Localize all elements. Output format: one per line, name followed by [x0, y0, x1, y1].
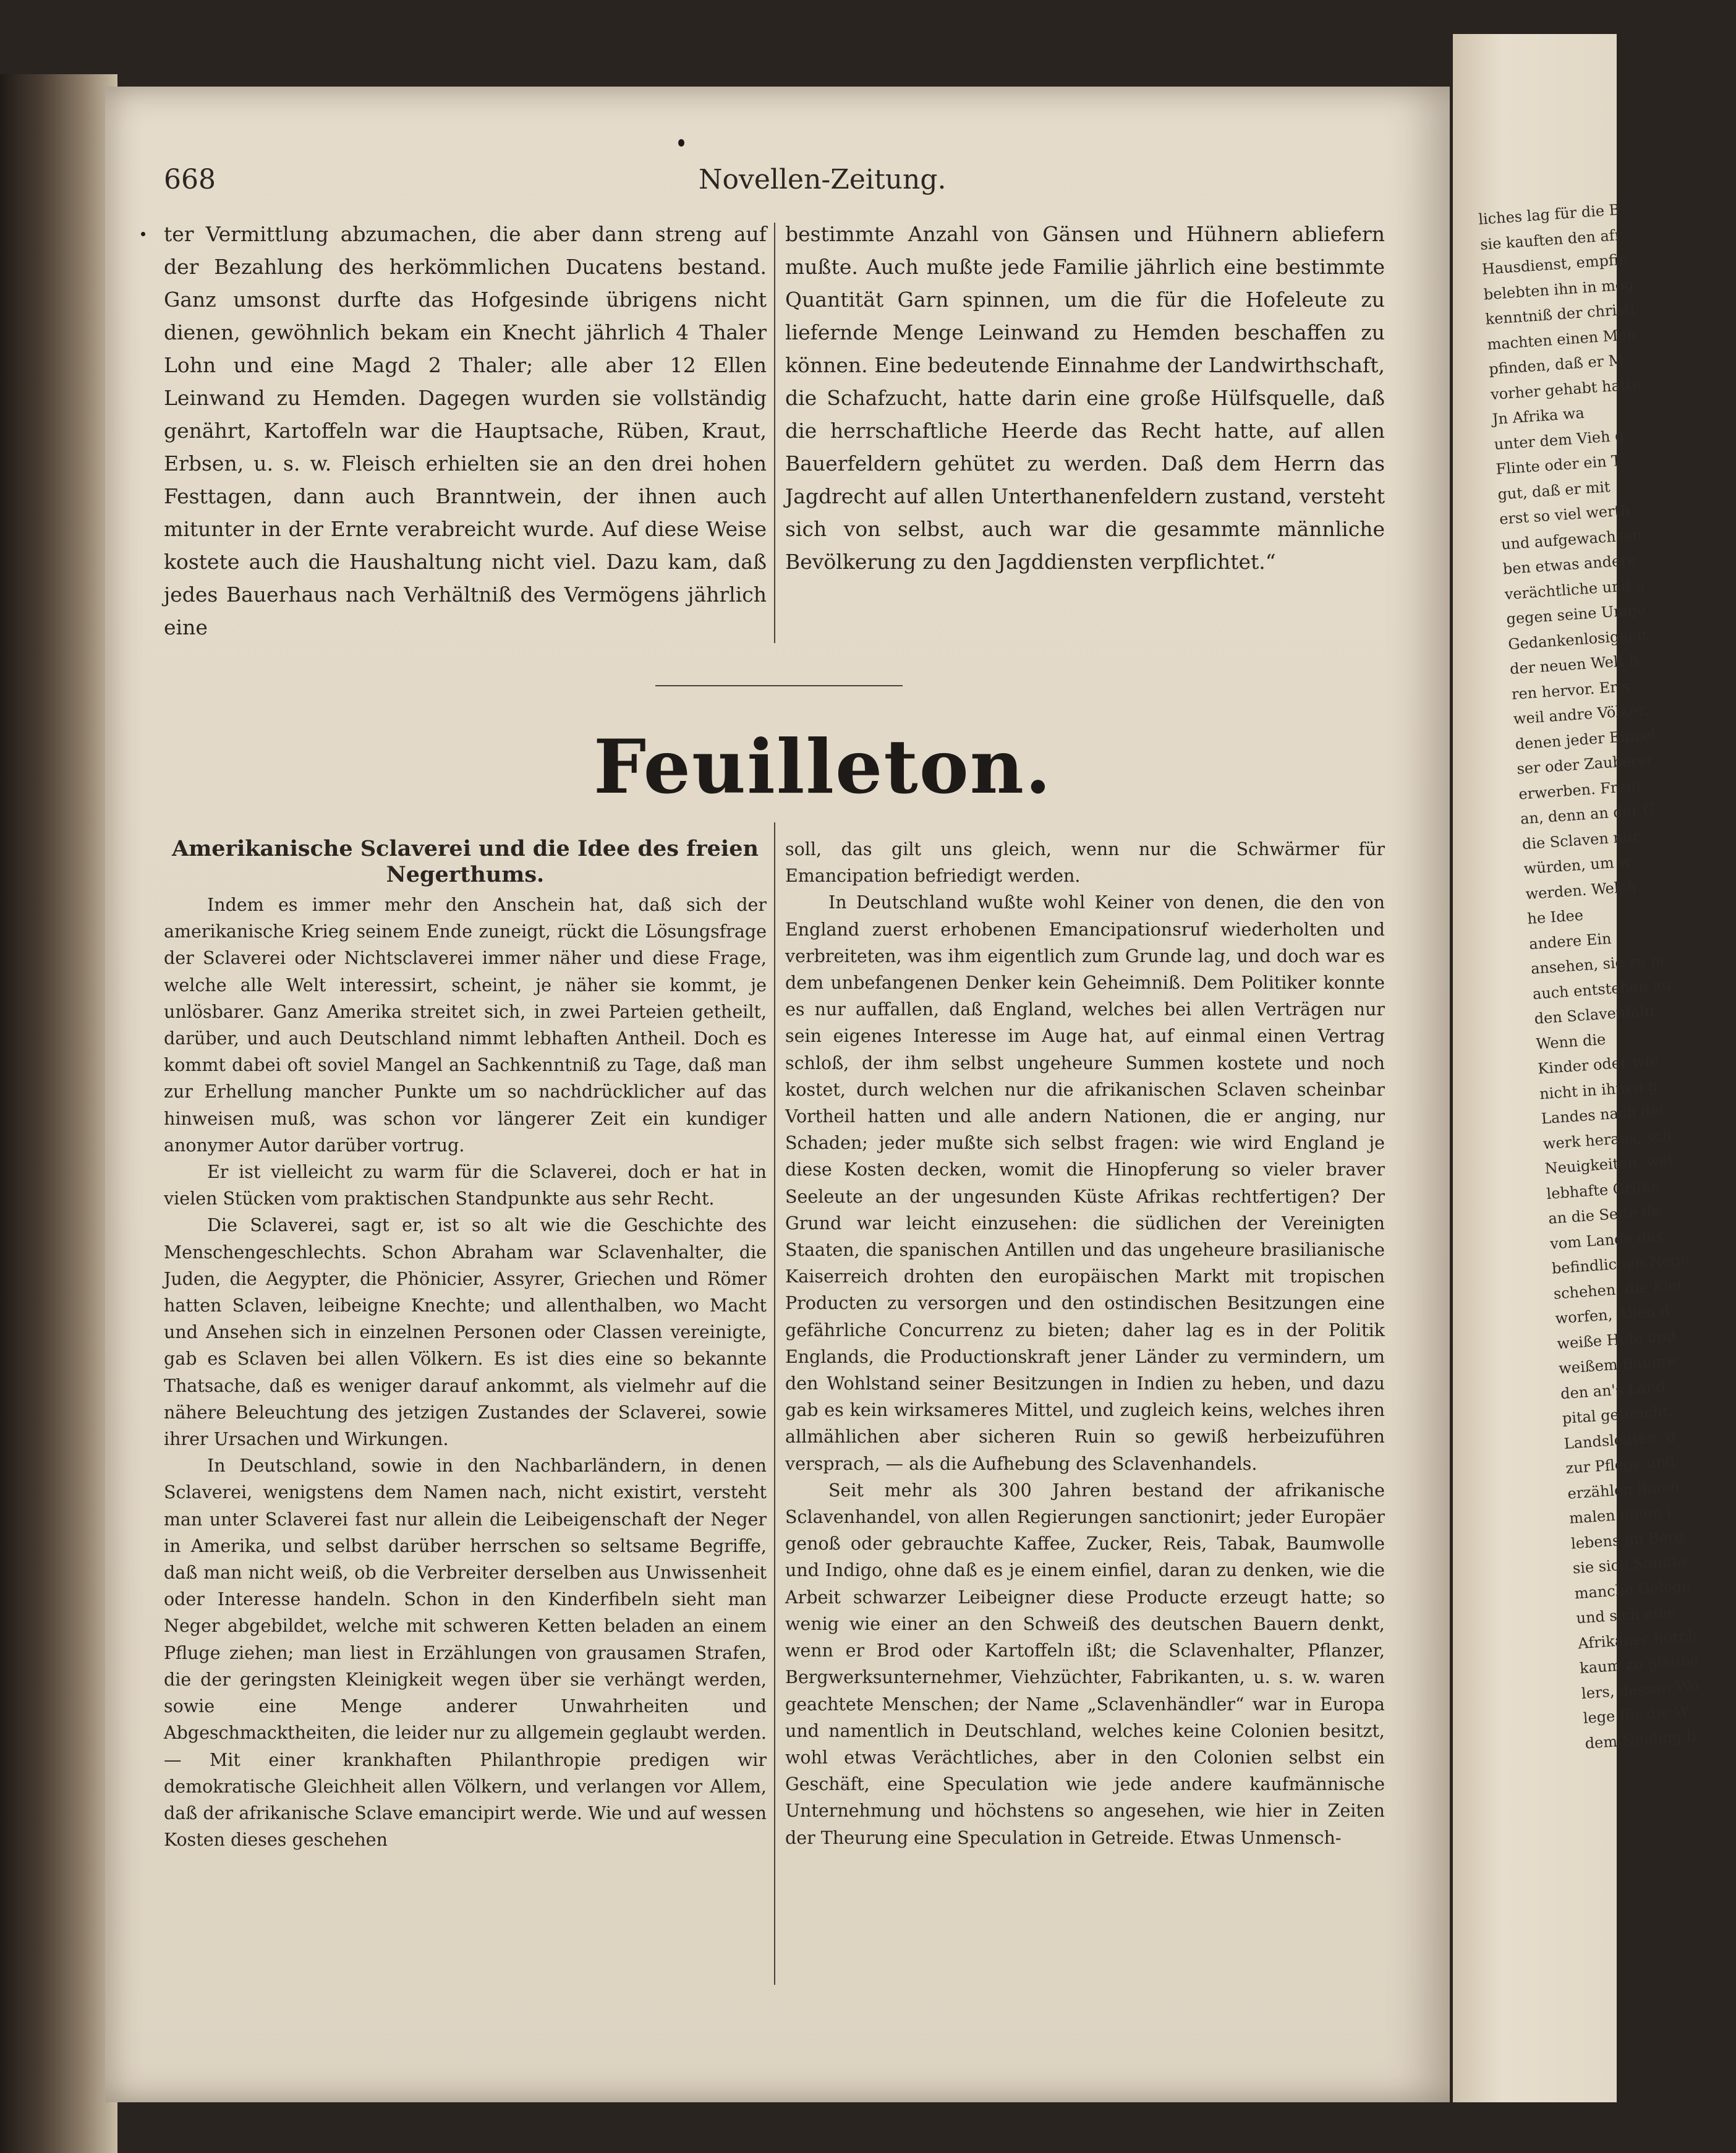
next-page-line: andere Ein — [1528, 929, 1612, 953]
continued-text-right: bestimmte Anzahl von Gänsen und Hühnern abliefern mußte. Auch mußte jede Familie jährlich eine bestimmte Quantität Garn spinnen, um die für die Hofeleute zu liefernde Menge Leinwand zu Hemden beschaffen zu können. Eine bedeutende Einnahme der Landwirthschaft, die Schafzucht, hatte darin eine große Hülfsquelle, daß die herrschaftliche Heerde das Recht hatte, auf allen Bauerfeldern gehütet zu werden. Daß dem Herrn das Jagdrecht auf allen Unterthanenfeldern zustand, versteht sich von selbst, auch war die gesammte männliche Bevölkerung zu den Jagddiensten verpflichtet.“ — [785, 222, 1385, 574]
next-page-line: unter dem Vieh g — [1493, 426, 1625, 453]
next-page-line: Afrikaner horch — [1577, 1626, 1698, 1652]
feuilleton-heading: Feuilleton. — [594, 723, 1052, 811]
next-page-line: pfinden, daß er M — [1488, 351, 1625, 378]
next-page-line: befindlichen Nege — [1551, 1250, 1690, 1277]
next-page-line: lege für die W — [1582, 1702, 1690, 1727]
next-page-line: worfen, Allen d — [1554, 1302, 1670, 1328]
running-title: Novellen-Zeitung. — [699, 164, 947, 195]
next-page-line: und aufgewachsen — [1500, 526, 1643, 553]
next-page-line: Gedankenlosigkeit — [1507, 626, 1649, 653]
next-page-line: ser oder Zauberer — [1516, 751, 1654, 778]
next-page-line: kenntniß der christl — [1484, 300, 1636, 328]
article-column-right — [785, 836, 1385, 1851]
page-number: 668 — [164, 164, 216, 195]
next-page-line: lebhafte Grüße — [1546, 1177, 1661, 1203]
next-page-line: erst so viel werth — [1499, 501, 1631, 528]
next-page-line: ben etwas andere — [1502, 551, 1637, 578]
next-page-line: weil andre Völker, — [1512, 701, 1649, 728]
next-page-line: manche Gelege — [1573, 1576, 1691, 1602]
paragraph: Seit mehr als 300 Jahren bestand der afrikanische Sclavenhandel, von allen Regierungen sanctionirt; jeder Europäer genoß oder gebrauchte Kaffee, Zucker, Reis, Tabak, Baumwolle und Indigo, ohne daß es je einem einfiel, daran zu denken, wie die Arbeit schwarzer Leibeigner diese Producte erzeugt hatte; so wenig wie einer an den Schweiß des deutschen Bauern denkt, wenn er Brod oder Kartoffeln ißt; die Sclavenhalter, Pflanzer, Bergwerksunternehmer, Viehzüchter, Fabrikanten, u. s. w. waren geachtete Menschen; der Name „Sclavenhändler“ war in Europa und namentlich in Deutschland, welches keine Colonien besitzt, wohl etwas Verächtliches, aber in den Colonien selbst ein Geschäft, eine Speculation wie jede andere kaufmännische Unternehmung und höchstens so angesehen, wie hier in Zeiten der Theurung eine Speculation in Getreide. Etwas Unmensch- — [785, 1480, 1385, 1848]
paragraph: soll, das gilt uns gleich, wenn nur die Schwärmer für Emancipation befriedigt werden. — [785, 839, 1385, 887]
next-page-line: der neuen Welt b — [1509, 651, 1640, 678]
next-page-line: Jn Afrika wa — [1492, 404, 1585, 428]
next-page-line: weiße Hofe und — [1556, 1326, 1677, 1352]
paragraph: In Deutschland wußte wohl Keiner von denen, die den von England zuerst erhobenen Emancipationsruf wiederholten und verbreiteten, was ihm eigentlich zum Grunde lag, und doch war es dem unbefangenen Denker kein Geheimniß. Dem Politiker konnte es nur auffallen, daß England, welches bei allen Verträgen nur sein eigenes Interesse im Auge hat, auf einmal einen Vertrag schloß, der ihm selbst ungeheure Summen kostete und noch kostet, durch welchen nur die afrikanischen Sclaven scheinbar Vortheil hatten und alle andern Nationen, die er anging, nur Schaden; jeder mußte sich selbst fragen: wie wird England je diese Kosten decken, womit die Hinopferung so vieler braver Seeleute an der ungesunden Küste Afrikas rechtfertigen? Der Grund war leicht einzusehen: die südlichen der Vereinigten Staaten, die spanischen Antillen und das ungeheure brasilianische Kaiserreich drohten den europäischen Markt mit tropischen Producten zu versorgen und den ostindischen Besitzungen eine gefährliche Concurrenz zu bieten; daher lag es in der Politik Englands, die Productionskraft jener Länder zu vermindern, um den Wohlstand seiner Besitzungen in Indien zu heben, und dazu gab es kein wirksameres Mittel, und zugleich keins, welches ihren allmählichen aber sicheren Ruin so gewiß herbeizuführen versprach, — als die Aufhebung des Sclavenhandels. — [785, 892, 1385, 1474]
next-page-line: erzählen ihnen — [1567, 1477, 1680, 1503]
next-page-line: an die Seite de — [1547, 1202, 1661, 1227]
next-page-line: machten einen Men — [1486, 325, 1637, 353]
next-page-line: die Sclaven nur — [1521, 827, 1640, 853]
next-page-line: ren hervor. Er s — [1511, 677, 1630, 703]
next-page-line: denen jeder Einzel — [1514, 725, 1656, 753]
section-divider — [655, 685, 903, 686]
next-page-line: lers, dessen Wo — [1581, 1676, 1700, 1702]
next-page-line: Flinte oder ein T — [1495, 451, 1622, 478]
next-page-line: sie sich Sonnta — [1572, 1551, 1687, 1577]
next-page-line: den Sclavenfahr — [1533, 1002, 1657, 1028]
next-page-line: und sich eine — [1575, 1603, 1677, 1627]
column-rule-bottom — [774, 822, 775, 1985]
next-page-line: malen ihnen i — [1568, 1503, 1672, 1527]
next-page-line: vorher gehabt hatte — [1490, 375, 1642, 403]
next-page-line: sie kauften den afr — [1479, 226, 1622, 254]
article-title: Amerikanische Sclaverei und die Idee des freien Negerthums. — [172, 836, 759, 887]
next-page-line: Landes nach dei — [1541, 1101, 1665, 1128]
next-page-line: nicht in ihnen g — [1539, 1076, 1659, 1102]
next-page-line: werk heraus, sch — [1542, 1126, 1672, 1153]
next-page-line: zur Pflege und — [1565, 1452, 1676, 1477]
article-column-left — [164, 836, 767, 1853]
next-page-line: vom Lande das — [1549, 1227, 1664, 1253]
next-page-line: gegen seine Umge — [1505, 600, 1647, 628]
paragraph: Die Sclaverei, sagt er, ist so alt wie die Geschichte des Menschengeschlechts. Schon Abraham war Sclavenhalter, die Juden, die Aegypter, die Phönicier, Assyrer, Griechen und Römer hatten Sclaven, leibeigne Knechte; und allenthalben, wo Macht und Ansehen sich in einzelnen Personen oder Classen vereinigte, gab es Sclaven bei allen Völkern. Es ist dies eine so bekannte Thatsache, daß es weniger darauf ankommt, als vielmehr auf die nähere Beleuchtung des jetzigen Zustandes der Sclaverei, sowie ihrer Ursachen und Wirkungen. — [164, 1215, 767, 1450]
paragraph: Er ist vielleicht zu warm für die Sclaverei, doch er hat in vielen Stücken vom praktischen Standpunkte aus sehr Recht. — [164, 1162, 767, 1209]
next-page-line: werden. Welch — [1525, 877, 1638, 903]
next-page-text — [1478, 197, 1734, 1756]
next-page-line: ansehen, sie zu m — [1530, 950, 1666, 978]
next-page-line: pital gebracht, — [1562, 1402, 1674, 1428]
next-page-line: liches lag für die B — [1478, 200, 1621, 228]
ink-dot — [678, 139, 684, 147]
next-page-line: belebten ihn in mög — [1483, 275, 1635, 304]
next-page-edge — [1453, 34, 1700, 2102]
next-page-line: verächtliche und u — [1504, 576, 1646, 603]
next-page-line: gut, daß er mit — [1497, 477, 1611, 503]
next-page-line: würden, um w — [1523, 853, 1632, 878]
next-page-line: Wenn die — [1535, 1030, 1607, 1053]
paragraph: In Deutschland, sowie in den Nachbarländern, in denen Sclaverei, wenigstens dem Namen nach, nicht existirt, versteht man unter Sclaverei fast nur allein die Leibeigenschaft der Neger in Amerika, und selbst darüber herrschen so seltsame Begriffe, daß man nicht weiß, ob die Verbreiter derselben aus Unwissenheit oder Interesse handeln. Schon in den Kinderfibeln sieht man Neger abgebildet, welche mit schweren Ketten beladen an einem Pfluge ziehen; man liest in Erzählungen von grausamen Strafen, die der geringsten Kleinigkeit wegen über sie verhängt werden, sowie eine Menge anderer Unwahrheiten und Abgeschmacktheiten, die leider nur zu allgemein geglaubt werden. — Mit einer krankhaften Philanthropie predigen wir demokratische Gleichheit allen Völkern, und verlangen vor Allem, daß der afrikanische Sclave emancipirt werde. Wie und auf wessen Kosten dieses geschehen — [164, 1456, 767, 1851]
paragraph: Indem es immer mehr den Anschein hat, daß sich der amerikanische Krieg seinem Ende zuneigt, rückt die Lösungsfrage der Sclaverei oder Nichtsclaverei immer näher und diese Frage, welche alle Welt interessirt, scheint, je näher sie kommt, je unlösbarer. Ganz Amerika streitet sich, in zwei Parteien getheilt, darüber, und auch Deutschland nimmt lebhaften Antheil. Doch es kommt dabei oft soviel Mangel an Sachkenntniß zu Tage, daß man zur Erhellung mancher Punkte um so nachdrücklicher auf das hinweisen muß, was schon vor längerer Zeit ein kundiger anonymer Autor darüber vortrug. — [164, 895, 767, 1156]
book-edge — [0, 74, 117, 2153]
ink-dot — [141, 232, 145, 236]
next-page-line: Neuigkeiten, wel — [1544, 1151, 1674, 1178]
next-page-line: den an's Land — [1560, 1377, 1666, 1402]
continued-text-left: ter Vermittlung abzumachen, die aber dann streng auf der Bezahlung des herkömmlichen Ducatens bestand. Ganz umsonst durfte das Hofgesinde übrigens nicht dienen, gewöhnlich bekam ein Knecht jährlich 4 Thaler Lohn und eine Magd 2 Thaler; alle aber 12 Ellen Leinwand zu Hemden. Dagegen wurden sie vollständig genährt, Kartoffeln war die Hauptsache, Rüben, Kraut, Erbsen, u. s. w. Fleisch erhielten sie an den drei hohen Festtagen, dann auch Branntwein, der ihnen auch mitunter in der Ernte verabreicht wurde. Auf diese Weise kostete auch die Haushaltung nicht viel. Dazu kam, daß jedes Bauerhaus nach Verhältniß des Vermögens jährlich eine — [164, 222, 767, 639]
next-page-line: Hausdienst, empfin — [1481, 250, 1629, 278]
next-page-line: kaum zu glaube — [1579, 1651, 1700, 1678]
next-page-line: Landsleuten, d — [1563, 1427, 1677, 1452]
next-page-line: auch entstehen au — [1531, 975, 1672, 1003]
next-page-line: lebens im Berg — [1570, 1527, 1685, 1553]
next-page-line: schehen, die Klei — [1552, 1276, 1683, 1303]
next-page-line: an, denn an der G — [1520, 801, 1656, 828]
next-page-line: erwerben. Freili — [1518, 777, 1641, 803]
next-page-line: weißem Baumw — [1558, 1351, 1679, 1378]
next-page-line: he Idee — [1526, 906, 1584, 928]
next-page-line: dem Neuling b — [1584, 1726, 1697, 1752]
next-page-line: Kinder oder wie — [1537, 1052, 1659, 1078]
column-rule-top — [774, 223, 775, 643]
